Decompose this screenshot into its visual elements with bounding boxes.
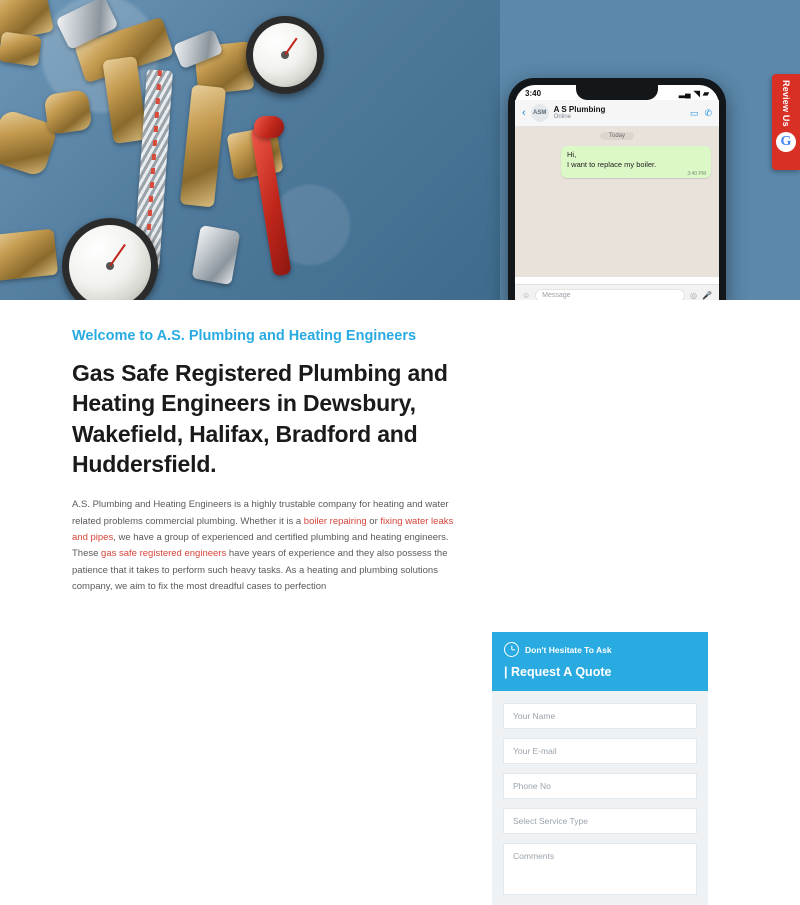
chat-header (515, 100, 719, 127)
gauge-hub (106, 262, 114, 270)
plumbing-parts-photo (0, 0, 500, 300)
message-line-2: I want to replace my boiler. (567, 160, 657, 170)
video-call-icon[interactable]: ▭ (689, 107, 699, 118)
status-time: 3:40 (525, 89, 542, 98)
voice-call-icon[interactable]: ✆ (704, 107, 712, 118)
contact-name: A S Plumbing (553, 104, 606, 114)
brass-tee-stem (102, 56, 147, 144)
message-timestamp: 3:40 PM (687, 170, 706, 177)
status-icons (679, 89, 709, 98)
steel-nipple (192, 225, 241, 285)
microphone-icon[interactable]: 🎤 (702, 291, 712, 300)
intro-paragraph (72, 497, 457, 595)
phone-field[interactable]: Phone No (503, 773, 697, 799)
quote-form-card (492, 632, 708, 905)
avatar: ASM (531, 104, 549, 122)
chat-message-outgoing (561, 146, 711, 178)
contact-info (554, 105, 685, 121)
email-field[interactable]: Your E-mail (503, 738, 697, 764)
review-us-tab[interactable] (772, 74, 800, 170)
service-type-select[interactable]: Select Service Type (503, 808, 697, 834)
battery-icon: ▰ (702, 89, 709, 98)
name-field[interactable]: Your Name (503, 703, 697, 729)
brass-fitting-3 (0, 229, 58, 282)
red-valve-handle (250, 126, 291, 277)
google-icon: G (776, 132, 796, 152)
phone-mockup (508, 78, 726, 306)
brass-pipe-long (180, 85, 226, 208)
emoji-icon[interactable]: ☺ (522, 291, 531, 300)
red-valve-knob (254, 116, 284, 138)
phone-screen (515, 85, 719, 306)
message-line-1: Hi, (567, 150, 577, 159)
review-us-label: Review Us (781, 80, 791, 127)
content-section (0, 300, 800, 861)
paragraph-part-1: A.S. Plumbing and Heating Engineers is a highly trustable company for heating and water related problems commercial plumbing. Whether it is a (72, 499, 449, 527)
contact-status: Online (553, 114, 572, 121)
paragraph-part-2: or (366, 515, 381, 527)
brass-fitting-2 (0, 31, 42, 66)
clock-icon (504, 642, 519, 657)
chat-header-actions (690, 108, 712, 119)
camera-icon[interactable]: ◎ (690, 291, 698, 300)
chat-input[interactable]: Message (535, 289, 685, 302)
signal-icon: ▂▄ (678, 89, 691, 98)
comments-field[interactable]: Comments (503, 843, 697, 895)
paragraph-part-4: have years of experience and they also possess the patience that it takes to perform such heavy tasks. As a heating and plumbing solutions company, we aim to fix the most dreadful cases to perfection (72, 548, 448, 593)
paragraph-part-3: , we have a group of experienced and certified plumbing and heating engineers. These (72, 532, 449, 560)
page-title: Gas Safe Registered Plumbing and Heating Engineers in Dewsbury, Wakefield, Halifax, Bradford and Huddersfield. (72, 360, 448, 478)
quote-form-title: | Request A Quote (504, 665, 612, 679)
phone-notch (576, 85, 658, 100)
welcome-heading: Welcome to A.S. Plumbing and Heating Engineers (72, 328, 417, 344)
quote-form-body (492, 691, 708, 905)
hero-section (0, 0, 800, 300)
link-fixing-water-leaks[interactable]: fixing water leaks and pipes (72, 515, 454, 544)
back-icon[interactable]: ‹ (522, 106, 526, 119)
intro-column (72, 328, 457, 595)
quote-form-header (492, 632, 708, 691)
wifi-icon: ◥ (693, 89, 700, 98)
brass-nut-2 (43, 89, 92, 135)
quote-form-eyebrow: Don't Hesitate To Ask (525, 644, 612, 655)
link-gas-safe-engineers[interactable]: gas safe registered engineers (101, 548, 227, 560)
chat-thread (515, 127, 719, 277)
gauge-hub (281, 51, 289, 59)
link-boiler-repairing[interactable]: boiler repairing (303, 515, 367, 527)
pressure-gauge-top (246, 16, 324, 94)
day-divider: Today (600, 132, 634, 140)
quote-form-eyebrow-row (504, 642, 696, 657)
